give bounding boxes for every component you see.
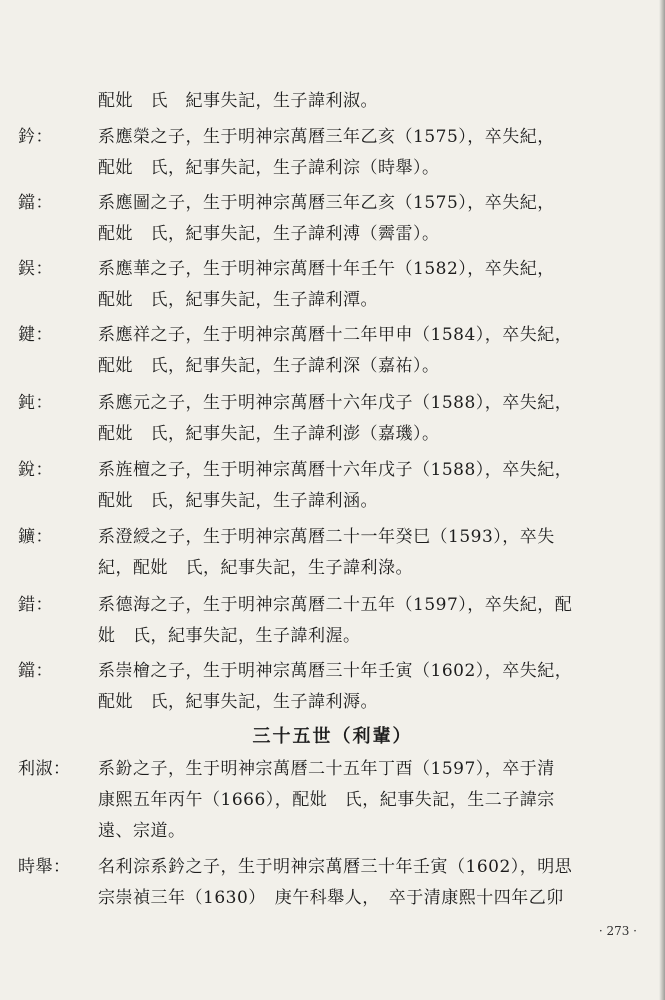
entry-name: 鑛： — [18, 527, 53, 547]
text-line: 系鈖之子，生于明神宗萬曆二十五年丁酉（1597），卒于清 — [98, 759, 555, 779]
text-line: 配妣 氏，紀事失記，生子諱利溥（霽雷）。 — [98, 224, 440, 244]
text-line: 系旌檀之子，生于明神宗萬曆十六年戊子（1588），卒失紀， — [98, 460, 573, 480]
text-line: 宗崇禎三年（1630） 庚午科舉人， 卒于清康熙十四年乙卯 — [98, 888, 564, 908]
text-line: 紀，配妣 氏，紀事失記，生子諱利淥。 — [98, 558, 413, 578]
entry-name: 鍵： — [18, 325, 53, 345]
text-line: 配妣 氏，紀事失記，生子諱利溽。 — [98, 692, 378, 712]
text-line: 系應榮之子，生于明神宗萬曆三年乙亥（1575），卒失紀， — [98, 127, 555, 147]
text-line: 系應元之子，生于明神宗萬曆十六年戊子（1588），卒失紀， — [98, 393, 573, 413]
entry-name: 銳： — [18, 460, 53, 480]
entry-name: 鈐： — [18, 127, 53, 147]
text-line: 康熙五年丙午（1666），配妣 氏，紀事失記，生二子諱宗 — [98, 790, 555, 810]
text-line: 系崇檜之子，生于明神宗萬曆三十年壬寅（1602），卒失紀， — [98, 661, 573, 681]
text-line: 配妣 氏，紀事失記，生子諱利深（嘉祐）。 — [98, 356, 440, 376]
section-header: 三十五世（利輩） — [252, 726, 413, 747]
text-line: 配妣 氏，紀事失記，生子諱利潭。 — [98, 290, 378, 310]
entry-name: 鐺： — [18, 661, 53, 681]
entry-name: 時舉： — [18, 857, 71, 877]
text-line: 系德海之子，生于明神宗萬曆二十五年（1597），卒失紀，配 — [98, 595, 573, 615]
text-line: 遠、宗道。 — [98, 821, 186, 841]
entry-name: 利淑： — [18, 759, 71, 779]
text-line: 妣 氏，紀事失記，生子諱利渥。 — [98, 626, 361, 646]
entry-name: 鋘： — [18, 259, 53, 279]
text-line: 配妣 氏 紀事失記，生子諱利淑。 — [98, 91, 378, 111]
text-line: 系應圖之子，生于明神宗萬曆三年乙亥（1575），卒失紀， — [98, 193, 555, 213]
text-line: 配妣 氏，紀事失記，生子諱利澎（嘉璣）。 — [98, 424, 440, 444]
text-line: 配妣 氏，紀事失記，生子諱利淙（時舉）。 — [98, 158, 440, 178]
text-line: 名利淙系鈐之子，生于明神宗萬曆三十年壬寅（1602），明思 — [98, 857, 573, 877]
text-line: 系應祥之子，生于明神宗萬曆十二年甲申（1584），卒失紀， — [98, 325, 573, 345]
entry-name: 鐺： — [18, 193, 53, 213]
text-line: 配妣 氏，紀事失記，生子諱利涵。 — [98, 491, 378, 511]
text-line: 系澄綬之子，生于明神宗萬曆二十一年癸巳（1593），卒失 — [98, 527, 555, 547]
entry-name: 鈍： — [18, 393, 53, 413]
entry-name: 錯： — [18, 595, 53, 615]
text-line: 系應華之子，生于明神宗萬曆十年壬午（1582），卒失紀， — [98, 259, 555, 279]
page-edge-shadow — [659, 0, 665, 1000]
page-number: · 273 · — [598, 924, 637, 938]
